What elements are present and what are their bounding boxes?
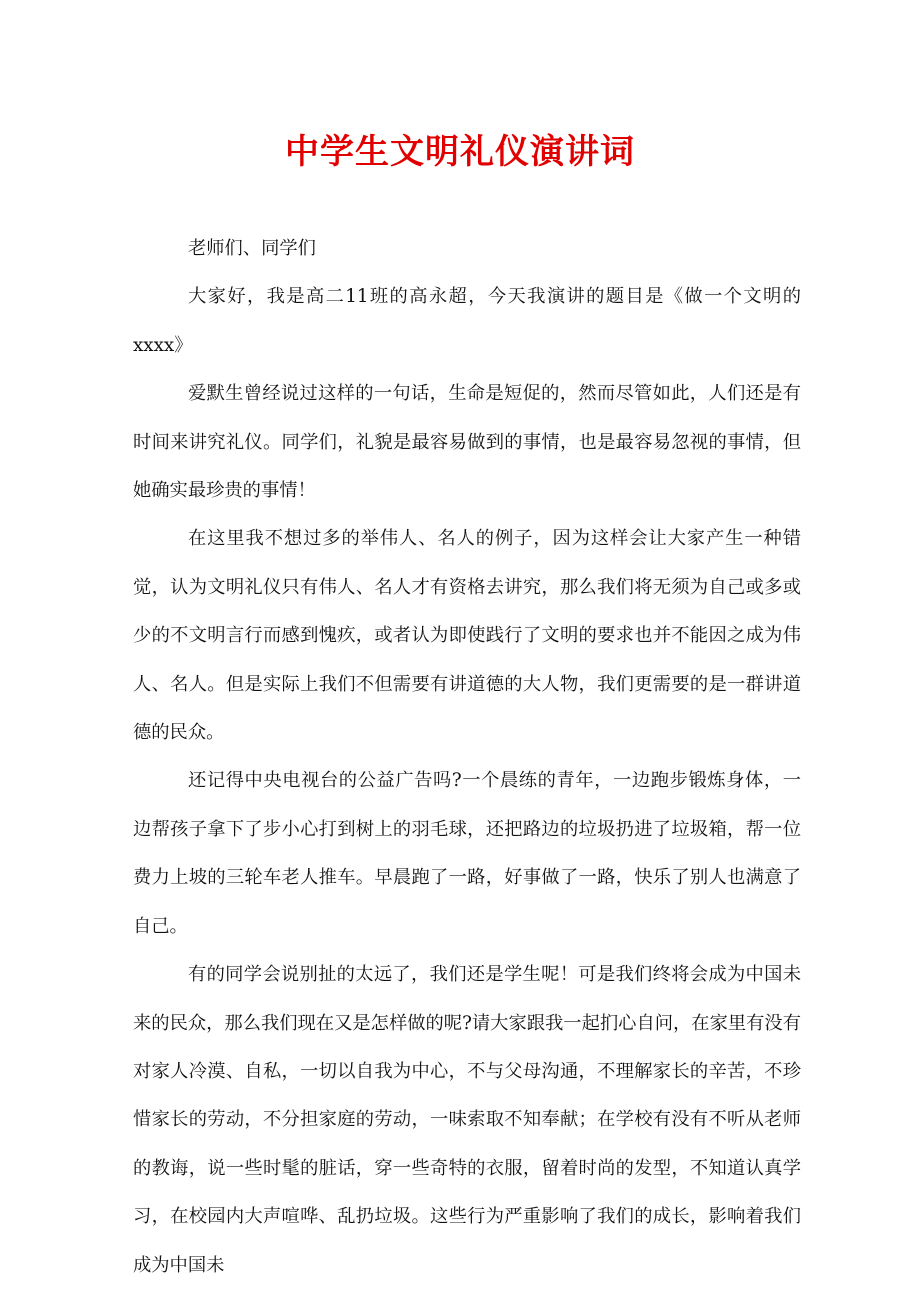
paragraph-emerson: 爱默生曾经说过这样的一句话，生命是短促的，然而尽管如此，人们还是有时间来讲究礼仪。同学们，礼貌是最容易做到的事情，也是最容易忽视的事情，但她确实最珍贵的事情！: [133, 383, 801, 502]
paragraph-public-ad: 还记得中央电视台的公益广告吗?一个晨练的青年，一边跑步锻炼身体，一边帮孩子拿下了步小心打到树上的羽毛球，还把路边的垃圾扔进了垃圾箱，帮一位费力上坡的三轮车老人推车。早晨跑了一路，好事做了一路，快乐了别人也满意了自己。: [133, 770, 801, 937]
paragraph-self-reflection: 有的同学会说别扯的太远了，我们还是学生呢！可是我们终将会成为中国未来的民众，那么我们现在又是怎样做的呢?请大家跟我一起扪心自问，在家里有没有对家人冷漠、自私，一切以自我为中心，不与父母沟通，不理解家长的辛苦，不珍惜家长的劳动，不分担家庭的劳动，一味索取不知奉献；在学校有没有不听从老师的教诲，说一些时髦的脏话，穿一些奇特的衣服，留着时尚的发型，不知道认真学习，在校园内大声喧哗、乱扔垃圾。这些行为严重影响了我们的成长，影响着我们成为中国未: [133, 964, 801, 1276]
paragraph-intro: 大家好，我是高二11班的高永超，今天我演讲的题目是《做一个文明的xxxx》: [133, 286, 801, 356]
document-title: 中学生文明礼仪演讲词: [285, 132, 635, 172]
document-body: [133, 225, 801, 1290]
paragraph-great-people: 在这里我不想过多的举伟人、名人的例子，因为这样会让大家产生一种错觉，认为文明礼仪只有伟人、名人才有资格去讲究，那么我们将无须为自己或多或少的不文明言行而感到愧疚，或者认为即使践行了文明的要求也并不能因之成为伟人、名人。但是实际上我们不但需要有讲道德的大人物，我们更需要的是一群讲道德的民众。: [133, 528, 801, 744]
greeting: 老师们、同学们: [188, 238, 316, 259]
